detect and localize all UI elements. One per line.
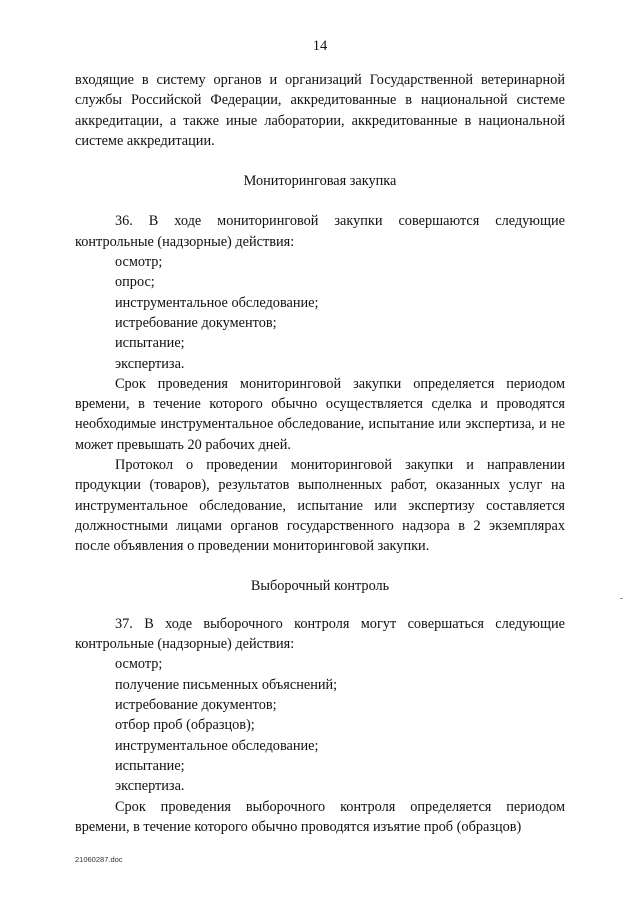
list-item: инструментальное обследование; — [115, 294, 319, 311]
list-item: экспертиза. — [115, 355, 185, 372]
section-heading-monitoring-purchase: Мониторинговая закупка — [243, 173, 397, 190]
scan-mark — [620, 598, 623, 599]
list-item: получение письменных объяснений; — [115, 676, 338, 693]
list-item: экспертиза. — [115, 778, 185, 795]
footer-filename: 21060287.doc — [75, 855, 123, 864]
list-item: испытание; — [115, 757, 185, 774]
protocol-paragraph: Протокол о проведении мониторинговой закупки и направлении продукции (товаров), результатов выполненных работ, оказанных услуг на инструментальное обследование, испытание или экспертизу составляется должностными лицами органов государственного надзора в 2 экземплярах после объявления о проведении мониторинговой закупки. — [75, 457, 565, 555]
clause-36: 36. В ходе мониторинговой закупки совершаются следующие контрольные (надзорные) действия: — [75, 213, 565, 250]
list-item: осмотр; — [115, 254, 163, 271]
intro-paragraph: входящие в систему органов и организаций Государственной ветеринарной службы Российской Федерации, аккредитованные в национальной системе аккредитации, а также иные лаборатории, аккредитованные в национальной системе аккредитации. — [75, 72, 565, 149]
document-body — [75, 70, 565, 837]
list-item: истребование документов; — [115, 697, 277, 714]
term-paragraph: Срок проведения мониторинговой закупки определяется периодом времени, в течение которого обычно осуществляется сделка и проводятся необходимые инструментальное обследование, испытание или экспертиза, и не может превышать 20 рабочих дней. — [75, 375, 565, 453]
list-item: осмотр; — [115, 656, 163, 673]
section-heading-selective-control: Выборочный контроль — [250, 577, 390, 594]
page-number: 14 — [312, 38, 328, 54]
clause-37: 37. В ходе выборочного контроля могут совершаться следующие контрольные (надзорные) действия: — [75, 615, 565, 653]
term-paragraph: Срок проведения выборочного контроля определяется периодом времени, в течение которого обычно проводятся изъятие проб (образцов) — [75, 798, 565, 835]
list-item: инструментальное обследование; — [115, 737, 319, 754]
list-item: испытание; — [115, 335, 185, 352]
list-item: опрос; — [115, 274, 155, 291]
list-item: истребование документов; — [115, 314, 277, 331]
list-item: отбор проб (образцов); — [115, 717, 255, 734]
